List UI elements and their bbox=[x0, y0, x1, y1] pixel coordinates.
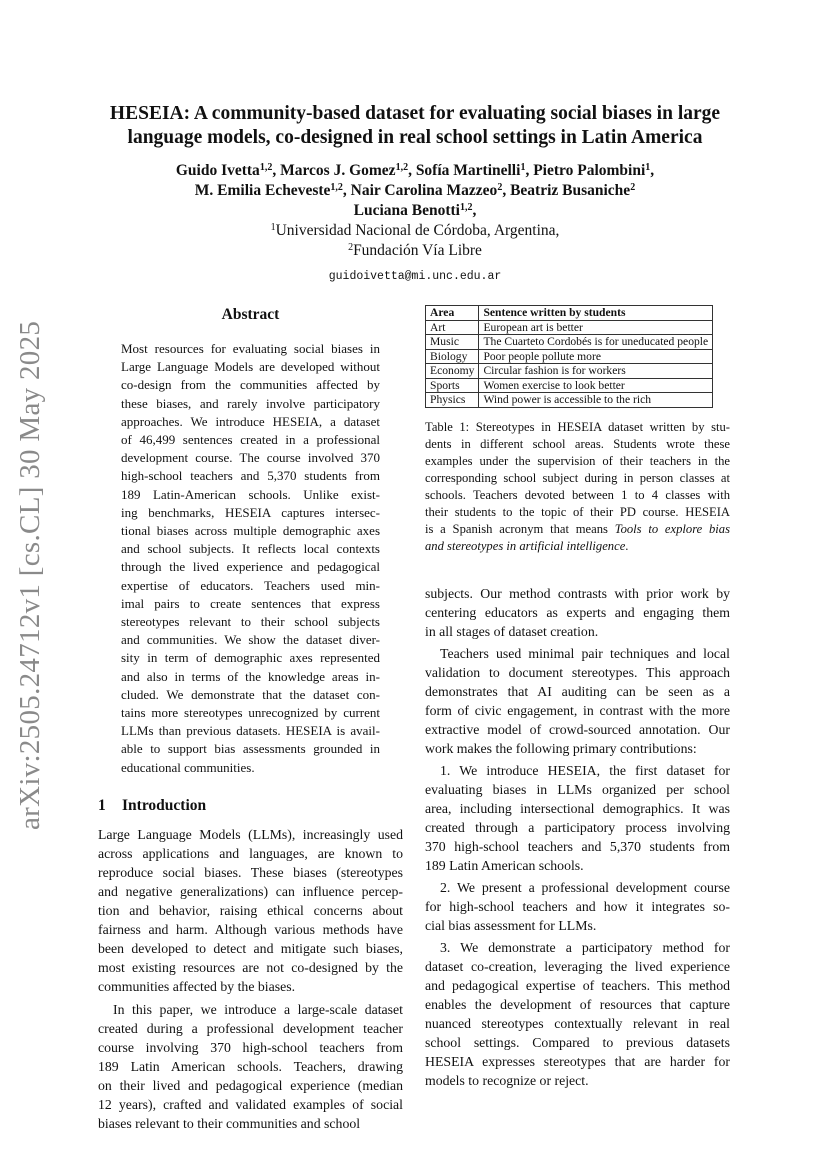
text-line: cial bias assessment for LLMs. bbox=[425, 918, 597, 933]
text-line: 3. We demonstrate a participatory method for bbox=[440, 940, 730, 955]
text-line: course involving 370 high-school teachers from bbox=[98, 1039, 403, 1055]
area-cell: Biology bbox=[426, 349, 479, 364]
author-affiliation-marker: 1,2 bbox=[330, 182, 343, 193]
area-cell: Physics bbox=[426, 393, 479, 408]
table-caption bbox=[425, 419, 730, 555]
text-line: 1. We introduce HESEIA, the first dataset for bbox=[440, 763, 730, 778]
caption-italic: Tools to explore bias bbox=[614, 522, 731, 536]
text-line: HESEIA expresses stereotypes that are harder for bbox=[425, 1054, 730, 1069]
text-line: and school subjects. It reflects local contexts bbox=[121, 541, 380, 557]
author-separator: , bbox=[272, 162, 281, 179]
author-affiliation-marker: 1 bbox=[520, 162, 526, 173]
text-line: communities affected by the biases. bbox=[98, 978, 296, 994]
text-line: in all stages of dataset creation. bbox=[425, 624, 599, 639]
text-line: across applications and languages, are known to bbox=[98, 845, 403, 861]
paragraph bbox=[425, 584, 730, 641]
author-name: Marcos J. Gomez bbox=[280, 162, 396, 179]
text-line: been developed to detect and mitigate such biases, bbox=[98, 940, 403, 956]
text-line: through the lived experience and pedagogical bbox=[121, 559, 380, 575]
area-cell: Music bbox=[426, 335, 479, 350]
text-line: 189 Latin American schools. Teachers, drawing bbox=[98, 1058, 403, 1074]
table-row bbox=[426, 364, 713, 379]
text-line: biases relevant to their communities and school bbox=[98, 1115, 361, 1131]
abstract-body bbox=[98, 340, 403, 777]
caption-line: dents in different school areas. Students wrote these bbox=[425, 437, 730, 451]
author-affiliation-marker: 1,2 bbox=[259, 162, 273, 173]
author-affiliation-marker: 1 bbox=[645, 162, 651, 173]
caption-italic: and stereotypes in artificial intelligence bbox=[425, 539, 626, 553]
text-line: able to support bias assessments grounded in bbox=[121, 741, 380, 757]
text-line: models to recognize or reject. bbox=[425, 1073, 589, 1088]
caption-line: Table 1: Stereotypes in HESEIA dataset written by stu- bbox=[425, 420, 730, 434]
area-cell: Art bbox=[426, 320, 479, 335]
text-line: school settings. Compared to previous datasets bbox=[425, 1035, 730, 1050]
author-separator: , bbox=[472, 202, 477, 219]
table-row bbox=[426, 349, 713, 364]
text-line: reproduce social biases. These biases (stereotypes bbox=[98, 864, 403, 880]
text-line: of 46,499 sentences created in a professional bbox=[121, 432, 380, 448]
text-line: most existing resources are not co-designed by the bbox=[98, 959, 403, 975]
title-line: HESEIA: A community-based dataset for evaluating social biases in large bbox=[109, 103, 721, 124]
sentence-cell: The Cuarteto Cordobés is for uneducated people bbox=[479, 335, 713, 350]
sentence-cell: European art is better bbox=[479, 320, 713, 335]
area-cell: Economy bbox=[426, 364, 479, 379]
table-header: Sentence written by students bbox=[479, 306, 713, 321]
author-line bbox=[90, 201, 740, 221]
text-line: evaluating biases in LLMs organized per school bbox=[425, 782, 730, 797]
author-affiliation-marker: 1,2 bbox=[395, 162, 409, 173]
text-line: and communities. We show the dataset diver- bbox=[121, 632, 380, 648]
sentence-cell: Circular fashion is for workers bbox=[479, 364, 713, 379]
caption-end: . bbox=[625, 539, 629, 553]
paragraph bbox=[98, 825, 403, 996]
author-line bbox=[90, 161, 740, 181]
caption-line: schools. Teachers devoted between 1 to 4 classes with bbox=[425, 488, 730, 502]
author-name: Sofía Martinelli bbox=[415, 162, 521, 179]
contribution-3 bbox=[425, 938, 730, 1090]
table-row bbox=[426, 393, 713, 408]
text-line: centering educators as experts and engaging them bbox=[425, 605, 730, 620]
text-line: fairness and harm. Although various methods have bbox=[98, 921, 403, 937]
author-separator: , bbox=[525, 162, 534, 179]
text-line: created during a professional development teacher bbox=[98, 1020, 403, 1036]
left-column bbox=[98, 300, 403, 1133]
text-line: expertise of educators. Teachers used min- bbox=[121, 577, 380, 593]
text-line: area, including intersectional demographics. It was bbox=[425, 801, 730, 816]
title-line: language models, co-designed in real school settings in Latin America bbox=[127, 127, 703, 148]
caption-line bbox=[425, 538, 730, 555]
text-line: sity in term of demographic axes represented bbox=[121, 650, 380, 666]
caption-line: their students to the topic of their PD course. HESEIA bbox=[425, 505, 730, 519]
text-line: Large Language Models (LLMs), increasingly used bbox=[98, 826, 403, 842]
text-line: for high-school teachers and how it integrates so- bbox=[425, 899, 730, 914]
text-line: created through a participatory process involving bbox=[425, 820, 730, 835]
text-line: high-school teachers and 5,370 students from bbox=[121, 468, 380, 484]
text-line: 189 Latin American schools. bbox=[425, 858, 584, 873]
author-affiliation-marker: 2 bbox=[497, 182, 503, 193]
caption-line bbox=[425, 521, 730, 538]
text-line: dataset co-creation, leveraging the lived experience bbox=[425, 959, 730, 974]
text-line: development course. The course involved 370 bbox=[121, 450, 380, 466]
text-line: imal pairs to create sentences that express bbox=[121, 595, 380, 611]
text-line: 2. We present a professional development course bbox=[440, 880, 730, 895]
table-row bbox=[426, 378, 713, 393]
paragraph bbox=[425, 644, 730, 758]
text-line: nuanced stereotypes contextually relevant in real bbox=[425, 1016, 730, 1031]
contact-email[interactable]: guidoivetta@mi.unc.edu.ar bbox=[328, 270, 502, 283]
paragraph bbox=[98, 1000, 403, 1133]
affiliation-2: $^2$Fundación Vía Libre bbox=[348, 242, 482, 259]
text-line: 189 Latin-American schools. Unlike exist- bbox=[121, 486, 380, 502]
text-line: co-design from the communities affected by bbox=[121, 377, 380, 393]
text-line: form of civic engagement, in contrast with the more bbox=[425, 703, 730, 718]
sentence-cell: Wind power is accessible to the rich bbox=[479, 393, 713, 408]
text-line: these biases, and rarely involve participatory bbox=[121, 395, 380, 411]
text-line: Large Language Models are developed without bbox=[121, 359, 380, 375]
text-line: extractive model of crowd-sourced annotation. Our bbox=[425, 722, 730, 737]
text-line: LLMs than previous datasets. HESEIA is avail- bbox=[121, 723, 380, 739]
table-row bbox=[426, 335, 713, 350]
abstract-heading: Abstract bbox=[221, 306, 280, 323]
text-line: work makes the following primary contributions: bbox=[425, 741, 697, 756]
right-column bbox=[425, 584, 730, 1090]
author-line bbox=[90, 181, 740, 201]
caption-text: is a Spanish acronym that means bbox=[425, 522, 608, 536]
author-name: M. Emilia Echeveste bbox=[194, 182, 331, 199]
author-separator: , bbox=[650, 162, 655, 179]
contribution-2 bbox=[425, 878, 730, 935]
text-line: and pedagogical expertise of teachers. This method bbox=[425, 978, 730, 993]
contribution-1 bbox=[425, 761, 730, 875]
text-line: on their lived and pedagogical experience (median bbox=[98, 1077, 403, 1093]
text-line: Teachers used minimal pair techniques and local bbox=[440, 646, 730, 661]
caption-line: corresponding school subject during in person classes at bbox=[425, 471, 730, 485]
text-line: Most resources for evaluating social biases in bbox=[121, 341, 380, 356]
text-line: and negative generalizations) can influence percep- bbox=[98, 883, 403, 899]
table-row bbox=[426, 320, 713, 335]
author-affiliation-marker: 1,2 bbox=[459, 202, 473, 213]
text-line: ing benchmarks, HESEIA captures intersec- bbox=[121, 504, 380, 520]
author-name: Beatriz Busaniche bbox=[510, 182, 631, 199]
text-line: subjects. Our method contrasts with prior work by bbox=[425, 586, 730, 601]
arxiv-identifier: arXiv:2505.24712v1 [cs.CL] 30 May 2025 bbox=[14, 320, 46, 830]
author-separator: , bbox=[342, 182, 351, 199]
text-line: educational communities. bbox=[121, 759, 255, 775]
author-block bbox=[90, 161, 740, 287]
author-separator: , bbox=[408, 162, 416, 179]
area-cell: Sports bbox=[426, 378, 479, 393]
affiliation-1: $^1$Universidad Nacional de Córdoba, Argentina, bbox=[270, 222, 560, 239]
text-line: enables the development of resources that capture bbox=[425, 997, 730, 1012]
paper-title bbox=[90, 102, 740, 150]
text-line: tion and behavior, raising ethical concerns about bbox=[98, 902, 403, 918]
text-line: tional biases across multiple demographic axes bbox=[121, 523, 380, 539]
author-affiliation-marker: 2 bbox=[630, 182, 636, 193]
text-line: 370 high-school teachers and 5,370 students from bbox=[425, 839, 730, 854]
text-line: validation to document stereotypes. This approach bbox=[425, 665, 730, 680]
author-name: Guido Ivetta bbox=[175, 162, 260, 179]
sentence-cell: Poor people pollute more bbox=[479, 349, 713, 364]
text-line: demonstrates that AI auditing can be seen as a bbox=[425, 684, 730, 699]
text-line: 12 years), crafted and validated examples of social bbox=[98, 1096, 403, 1112]
text-line: approaches. We introduce HESEIA, a dataset bbox=[121, 413, 380, 429]
text-line: tains more stereotypes unrecognized by current bbox=[121, 705, 380, 721]
stereotype-table bbox=[425, 305, 713, 408]
author-name: Nair Carolina Mazzeo bbox=[350, 182, 498, 199]
author-separator: , bbox=[502, 182, 511, 199]
sentence-cell: Women exercise to look better bbox=[479, 378, 713, 393]
text-line: stereotypes relevant to their school subjects bbox=[121, 614, 380, 630]
author-name: Luciana Benotti bbox=[353, 202, 460, 219]
text-line: and also in terms of the knowledge areas in- bbox=[121, 668, 380, 684]
text-line: cluded. We demonstrate that the dataset con- bbox=[121, 686, 380, 702]
text-line: In this paper, we introduce a large-scale dataset bbox=[113, 1001, 403, 1017]
table-header: Area bbox=[426, 306, 479, 321]
caption-line: examples under the supervision of their teachers in the bbox=[425, 454, 730, 468]
section-heading-introduction: 1 Introduction bbox=[98, 796, 207, 814]
author-name: Pietro Palombini bbox=[533, 162, 646, 179]
